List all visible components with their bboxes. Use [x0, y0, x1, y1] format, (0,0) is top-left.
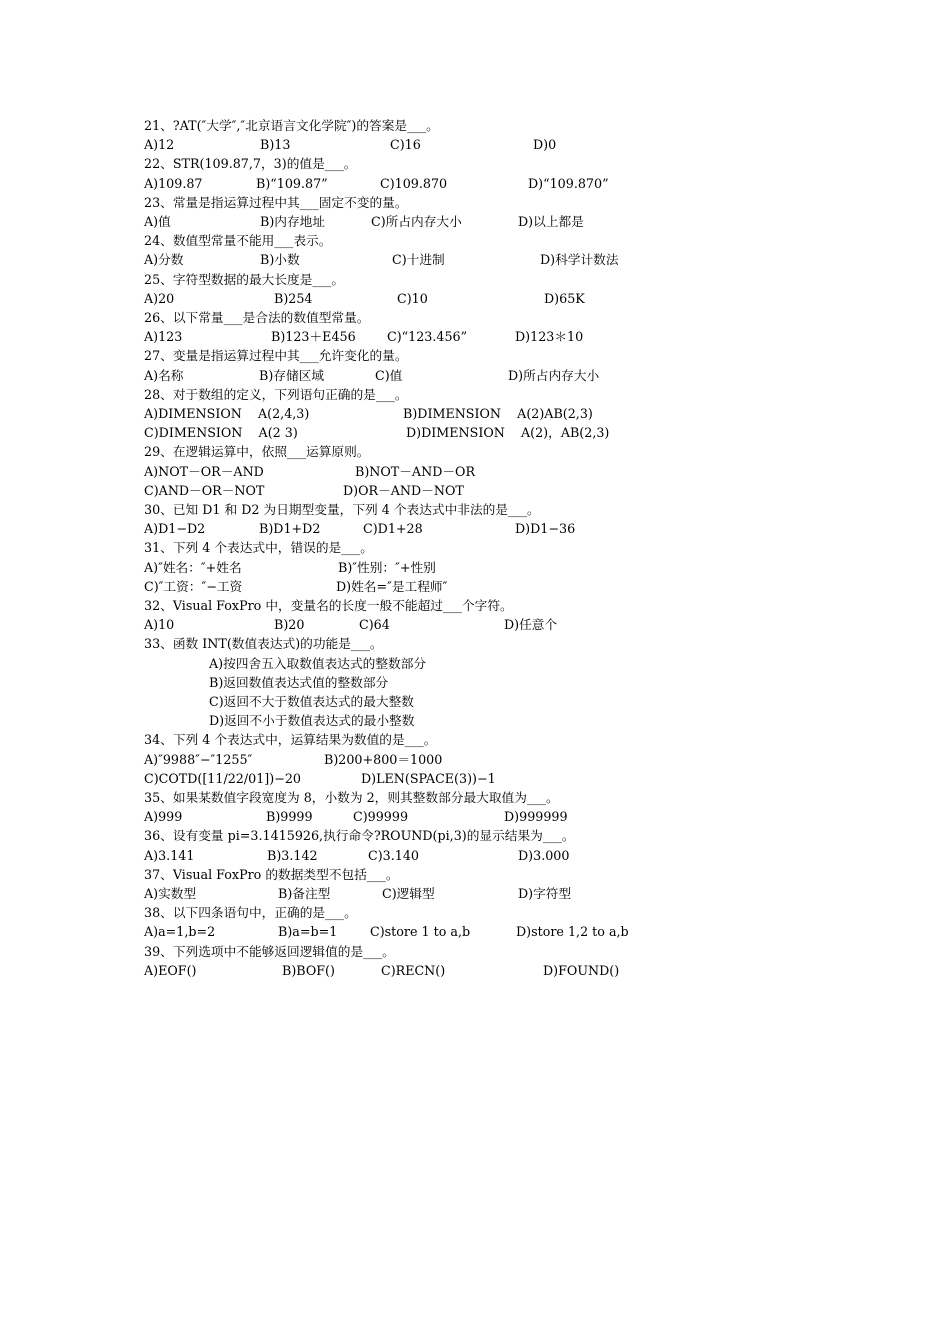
question-39-option-a: A)EOF() — [144, 962, 197, 978]
question-22-option-c: C)109.870 — [380, 175, 448, 191]
question-38-stem: 38、以下四条语句中，正确的是___。 — [144, 905, 357, 921]
question-38-option-b: B)a=b=1 — [278, 924, 338, 940]
question-27-option-a: A)名称 — [144, 367, 184, 383]
question-34-option-c: C)COTD([11/22/01])−20 — [144, 770, 301, 786]
question-29-option-d: D)OR－AND－NOT — [343, 482, 464, 498]
question-23-option-a: A)值 — [144, 214, 171, 229]
question-33-option-b: B)返回数值表达式值的整数部分 — [209, 674, 389, 690]
question-27-option-c: C)值 — [375, 367, 403, 383]
question-32-option-b: B)20 — [274, 617, 305, 633]
question-31-options-row — [144, 577, 844, 596]
question-25-option-b: B)254 — [274, 290, 313, 306]
question-28-option-b: B)DIMENSION A(2)AB(2,3) — [403, 406, 593, 421]
question-38-option-a: A)a=1,b=2 — [144, 924, 216, 940]
question-26-option-c: C)“123.456” — [387, 329, 468, 345]
question-36-options-row — [144, 846, 844, 865]
question-26-option-b: B)123＋E456 — [271, 329, 356, 345]
question-22-stem: 22、STR(109.87,7，3)的值是___。 — [144, 156, 357, 172]
question-28-option-a: A)DIMENSION A(2,4,3) — [144, 406, 310, 421]
question-33-options-row — [144, 673, 844, 692]
question-30-option-d: D)D1−36 — [515, 521, 576, 537]
question-36-option-b: B)3.142 — [267, 847, 318, 863]
question-21-stem: 21、?AT(″大学″,″北京语言文化学院″)的答案是___。 — [144, 118, 439, 133]
question-33-options-row — [144, 654, 844, 673]
question-28-stem: 28、对于数组的定义，下列语句正确的是___。 — [144, 386, 408, 402]
question-39-option-d: D)FOUND() — [543, 962, 620, 978]
question-29-stem: 29、在逻辑运算中，依照___运算原则。 — [144, 444, 370, 460]
question-37-options-row — [144, 884, 844, 903]
question-25-option-a: A)20 — [144, 290, 175, 306]
question-34-options-row — [144, 769, 844, 788]
question-33-option-a: A)按四舍五入取数值表达式的整数部分 — [209, 655, 427, 671]
question-24-options-row — [144, 250, 844, 269]
question-32-option-d: D)任意个 — [504, 617, 558, 633]
question-23-stem: 23、常量是指运算过程中其___固定不变的量。 — [144, 194, 408, 210]
question-28-option-d: D)DIMENSION A(2)，AB(2,3) — [406, 425, 610, 441]
question-23-option-b: B)内存地址 — [260, 214, 326, 229]
question-32-options-row — [144, 615, 844, 634]
question-34-options-row — [144, 750, 844, 769]
question-22-option-b: B)“109.87” — [256, 175, 328, 191]
question-23-option-c: C)所占内存大小 — [371, 214, 462, 229]
question-34-option-d: D)LEN(SPACE(3))−1 — [361, 770, 496, 786]
question-26-option-d: D)123＊10 — [515, 329, 584, 345]
question-31-option-d: D)姓名=″是工程师″ — [336, 578, 448, 594]
question-38-options-row — [144, 922, 844, 941]
question-24-option-c: C)十进制 — [392, 252, 445, 268]
question-27-options-row — [144, 366, 844, 385]
question-29-option-c: C)AND－OR－NOT — [144, 482, 265, 498]
question-36-option-d: D)3.000 — [518, 847, 570, 863]
question-21-option-b: B)13 — [260, 137, 291, 153]
question-37-option-a: A)实数型 — [144, 886, 197, 901]
question-27-option-b: B)存储区域 — [259, 367, 325, 383]
question-34-stem: 34、下列 4 个表达式中，运算结果为数值的是___。 — [144, 732, 437, 748]
question-38-option-d: D)store 1,2 to a,b — [516, 924, 629, 940]
question-39-option-b: B)BOF() — [282, 962, 335, 978]
question-37-option-d: D)字符型 — [518, 886, 572, 901]
question-36-stem: 36、设有变量 pi=3.1415926,执行命令?ROUND(pi,3)的显示结果为___。 — [144, 828, 575, 844]
question-29-option-b: B)NOT－AND－OR — [355, 463, 476, 479]
question-27-option-d: D)所占内存大小 — [508, 367, 600, 383]
question-39-option-c: C)RECN() — [381, 962, 446, 978]
question-28-option-c: C)DIMENSION A(2 3) — [144, 425, 298, 441]
question-21-option-c: C)16 — [390, 137, 421, 153]
question-22-option-a: A)109.87 — [144, 175, 203, 191]
question-27-stem: 27、变量是指运算过程中其___允许变化的量。 — [144, 348, 408, 364]
question-35-stem: 35、如果某数值字段宽度为 8，小数为 2，则其整数部分最大取值为___。 — [144, 790, 559, 805]
question-33-option-c: C)返回不大于数值表达式的最大整数 — [209, 694, 414, 709]
question-22-options-row — [144, 174, 844, 193]
question-25-stem: 25、字符型数据的最大长度是___。 — [144, 271, 345, 287]
question-23-option-d: D)以上都是 — [518, 214, 584, 229]
question-28-options-row — [144, 423, 844, 442]
question-29-options-row — [144, 481, 844, 500]
question-21-option-a: A)12 — [144, 137, 175, 153]
question-36-option-a: A)3.141 — [144, 847, 195, 863]
question-21-option-d: D)0 — [533, 137, 557, 153]
question-28-options-row — [144, 404, 844, 423]
question-21-options-row — [144, 135, 844, 154]
question-26-options-row — [144, 327, 844, 346]
question-37-option-c: C)逻辑型 — [382, 886, 435, 901]
question-30-option-c: C)D1+28 — [363, 521, 423, 537]
question-22-option-d: D)“109.870” — [528, 175, 609, 191]
question-30-option-b: B)D1+D2 — [259, 521, 321, 537]
question-30-options-row — [144, 519, 844, 538]
question-31-options-row — [144, 558, 844, 577]
question-23-options-row — [144, 212, 844, 231]
question-32-option-a: A)10 — [144, 617, 175, 633]
question-35-option-b: B)9999 — [266, 809, 313, 825]
question-29-option-a: A)NOT－OR－AND — [144, 463, 264, 479]
question-25-option-d: D)65K — [544, 290, 585, 306]
question-24-option-d: D)科学计数法 — [540, 252, 619, 268]
question-31-option-b: B)″性别：″+性别 — [338, 559, 436, 575]
question-37-option-b: B)备注型 — [278, 886, 331, 901]
question-30-option-a: A)D1−D2 — [144, 521, 206, 537]
question-35-option-c: C)99999 — [353, 809, 409, 825]
question-35-option-d: D)999999 — [504, 809, 568, 825]
question-30-stem: 30、已知 D1 和 D2 为日期型变量，下列 4 个表达式中非法的是___。 — [144, 502, 540, 517]
question-35-option-a: A)999 — [144, 809, 183, 825]
question-32-stem: 32、Visual FoxPro 中，变量名的长度一般不能超过___个字符。 — [144, 598, 513, 613]
question-38-option-c: C)store 1 to a,b — [370, 924, 471, 940]
question-24-option-a: A)分数 — [144, 252, 184, 268]
question-34-option-a: A)″9988″−″1255″ — [144, 751, 253, 767]
question-34-option-b: B)200+800＝1000 — [324, 751, 443, 767]
question-36-option-c: C)3.140 — [368, 847, 419, 863]
question-33-options-row — [144, 692, 844, 711]
question-26-stem: 26、以下常量___是合法的数值型常量。 — [144, 310, 370, 325]
question-31-option-c: C)″工资：″−工资 — [144, 578, 243, 594]
question-24-stem: 24、数值型常量不能用___表示。 — [144, 233, 332, 249]
question-24-option-b: B)小数 — [260, 252, 300, 268]
question-29-options-row — [144, 462, 844, 481]
question-26-option-a: A)123 — [144, 329, 183, 345]
question-25-option-c: C)10 — [397, 290, 428, 306]
question-39-stem: 39、下列选项中不能够返回逻辑值的是___。 — [144, 943, 395, 959]
question-33-stem: 33、函数 INT(数值表达式)的功能是___。 — [144, 636, 383, 652]
question-37-stem: 37、Visual FoxPro 的数据类型不包括___。 — [144, 866, 399, 882]
question-35-options-row — [144, 807, 844, 826]
question-31-option-a: A)″姓名：″+姓名 — [144, 559, 242, 575]
question-25-options-row — [144, 289, 844, 308]
question-32-option-c: C)64 — [359, 617, 390, 633]
question-31-stem: 31、下列 4 个表达式中，错误的是___。 — [144, 540, 373, 556]
question-39-options-row — [144, 961, 844, 980]
question-33-options-row — [144, 711, 844, 730]
question-33-option-d: D)返回不小于数值表达式的最小整数 — [209, 713, 415, 729]
